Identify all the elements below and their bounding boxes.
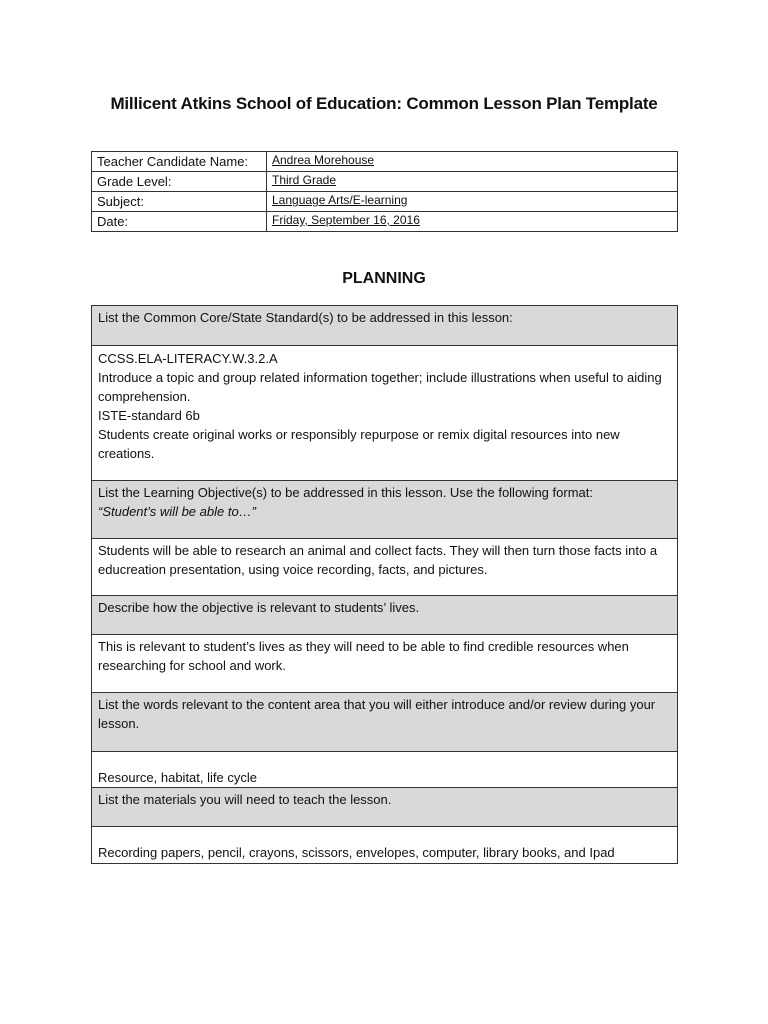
vocabulary-answer: Resource, habitat, life cycle bbox=[92, 752, 678, 788]
date-label: Date: bbox=[92, 212, 267, 232]
relevance-answer: This is relevant to student’s lives as they will need to be able to find credible resources when researching for school and work. bbox=[92, 635, 678, 693]
iste-standard-description: Students create original works or responsibly repurpose or remix digital resources into new creations. bbox=[98, 427, 620, 461]
standards-answer bbox=[92, 346, 678, 481]
planning-heading: PLANNING bbox=[342, 270, 426, 287]
info-row bbox=[92, 152, 678, 172]
relevance-prompt-row bbox=[92, 596, 678, 635]
teacher-name-label: Teacher Candidate Name: bbox=[92, 152, 267, 172]
subject-label: Subject: bbox=[92, 192, 267, 212]
standard-code: CCSS.ELA-LITERACY.W.3.2.A bbox=[98, 351, 278, 366]
vocabulary-answer-row bbox=[92, 752, 678, 788]
materials-prompt-row bbox=[92, 788, 678, 827]
relevance-answer-row bbox=[92, 635, 678, 693]
standards-answer-row bbox=[92, 346, 678, 481]
date-value: Friday, September 16, 2016 bbox=[267, 212, 678, 232]
vocabulary-prompt: List the words relevant to the content area that you will either introduce and/or review during your lesson. bbox=[92, 693, 678, 752]
vocabulary-prompt-row bbox=[92, 693, 678, 752]
objectives-prompt-row bbox=[92, 481, 678, 539]
materials-prompt: List the materials you will need to teach the lesson. bbox=[92, 788, 678, 827]
objectives-format-text: “Student’s will be able to…” bbox=[98, 504, 257, 519]
planning-table bbox=[91, 305, 678, 864]
info-row bbox=[92, 212, 678, 232]
subject-value: Language Arts/E-learning bbox=[267, 192, 678, 212]
info-row bbox=[92, 172, 678, 192]
teacher-info-table bbox=[91, 151, 678, 232]
objectives-prompt-text: List the Learning Objective(s) to be addressed in this lesson. Use the following format: bbox=[98, 485, 593, 500]
iste-standard-code: ISTE-standard 6b bbox=[98, 408, 200, 423]
objectives-answer: Students will be able to research an animal and collect facts. They will then turn those facts into a educreation presentation, using voice recording, facts, and pictures. bbox=[92, 539, 678, 596]
standards-prompt-row bbox=[92, 306, 678, 346]
grade-level-label: Grade Level: bbox=[92, 172, 267, 192]
materials-answer: Recording papers, pencil, crayons, scissors, envelopes, computer, library books, and Ipad bbox=[92, 827, 678, 864]
document-title: Millicent Atkins School of Education: Common Lesson Plan Template bbox=[110, 94, 658, 113]
teacher-name-value: Andrea Morehouse bbox=[267, 152, 678, 172]
standard-description: Introduce a topic and group related information together; include illustrations when useful to aiding comprehension. bbox=[98, 370, 662, 404]
objectives-prompt bbox=[92, 481, 678, 539]
grade-level-value: Third Grade bbox=[267, 172, 678, 192]
objectives-answer-row bbox=[92, 539, 678, 596]
info-row bbox=[92, 192, 678, 212]
relevance-prompt: Describe how the objective is relevant to students’ lives. bbox=[92, 596, 678, 635]
standards-prompt: List the Common Core/State Standard(s) to be addressed in this lesson: bbox=[92, 306, 678, 346]
materials-answer-row bbox=[92, 827, 678, 864]
